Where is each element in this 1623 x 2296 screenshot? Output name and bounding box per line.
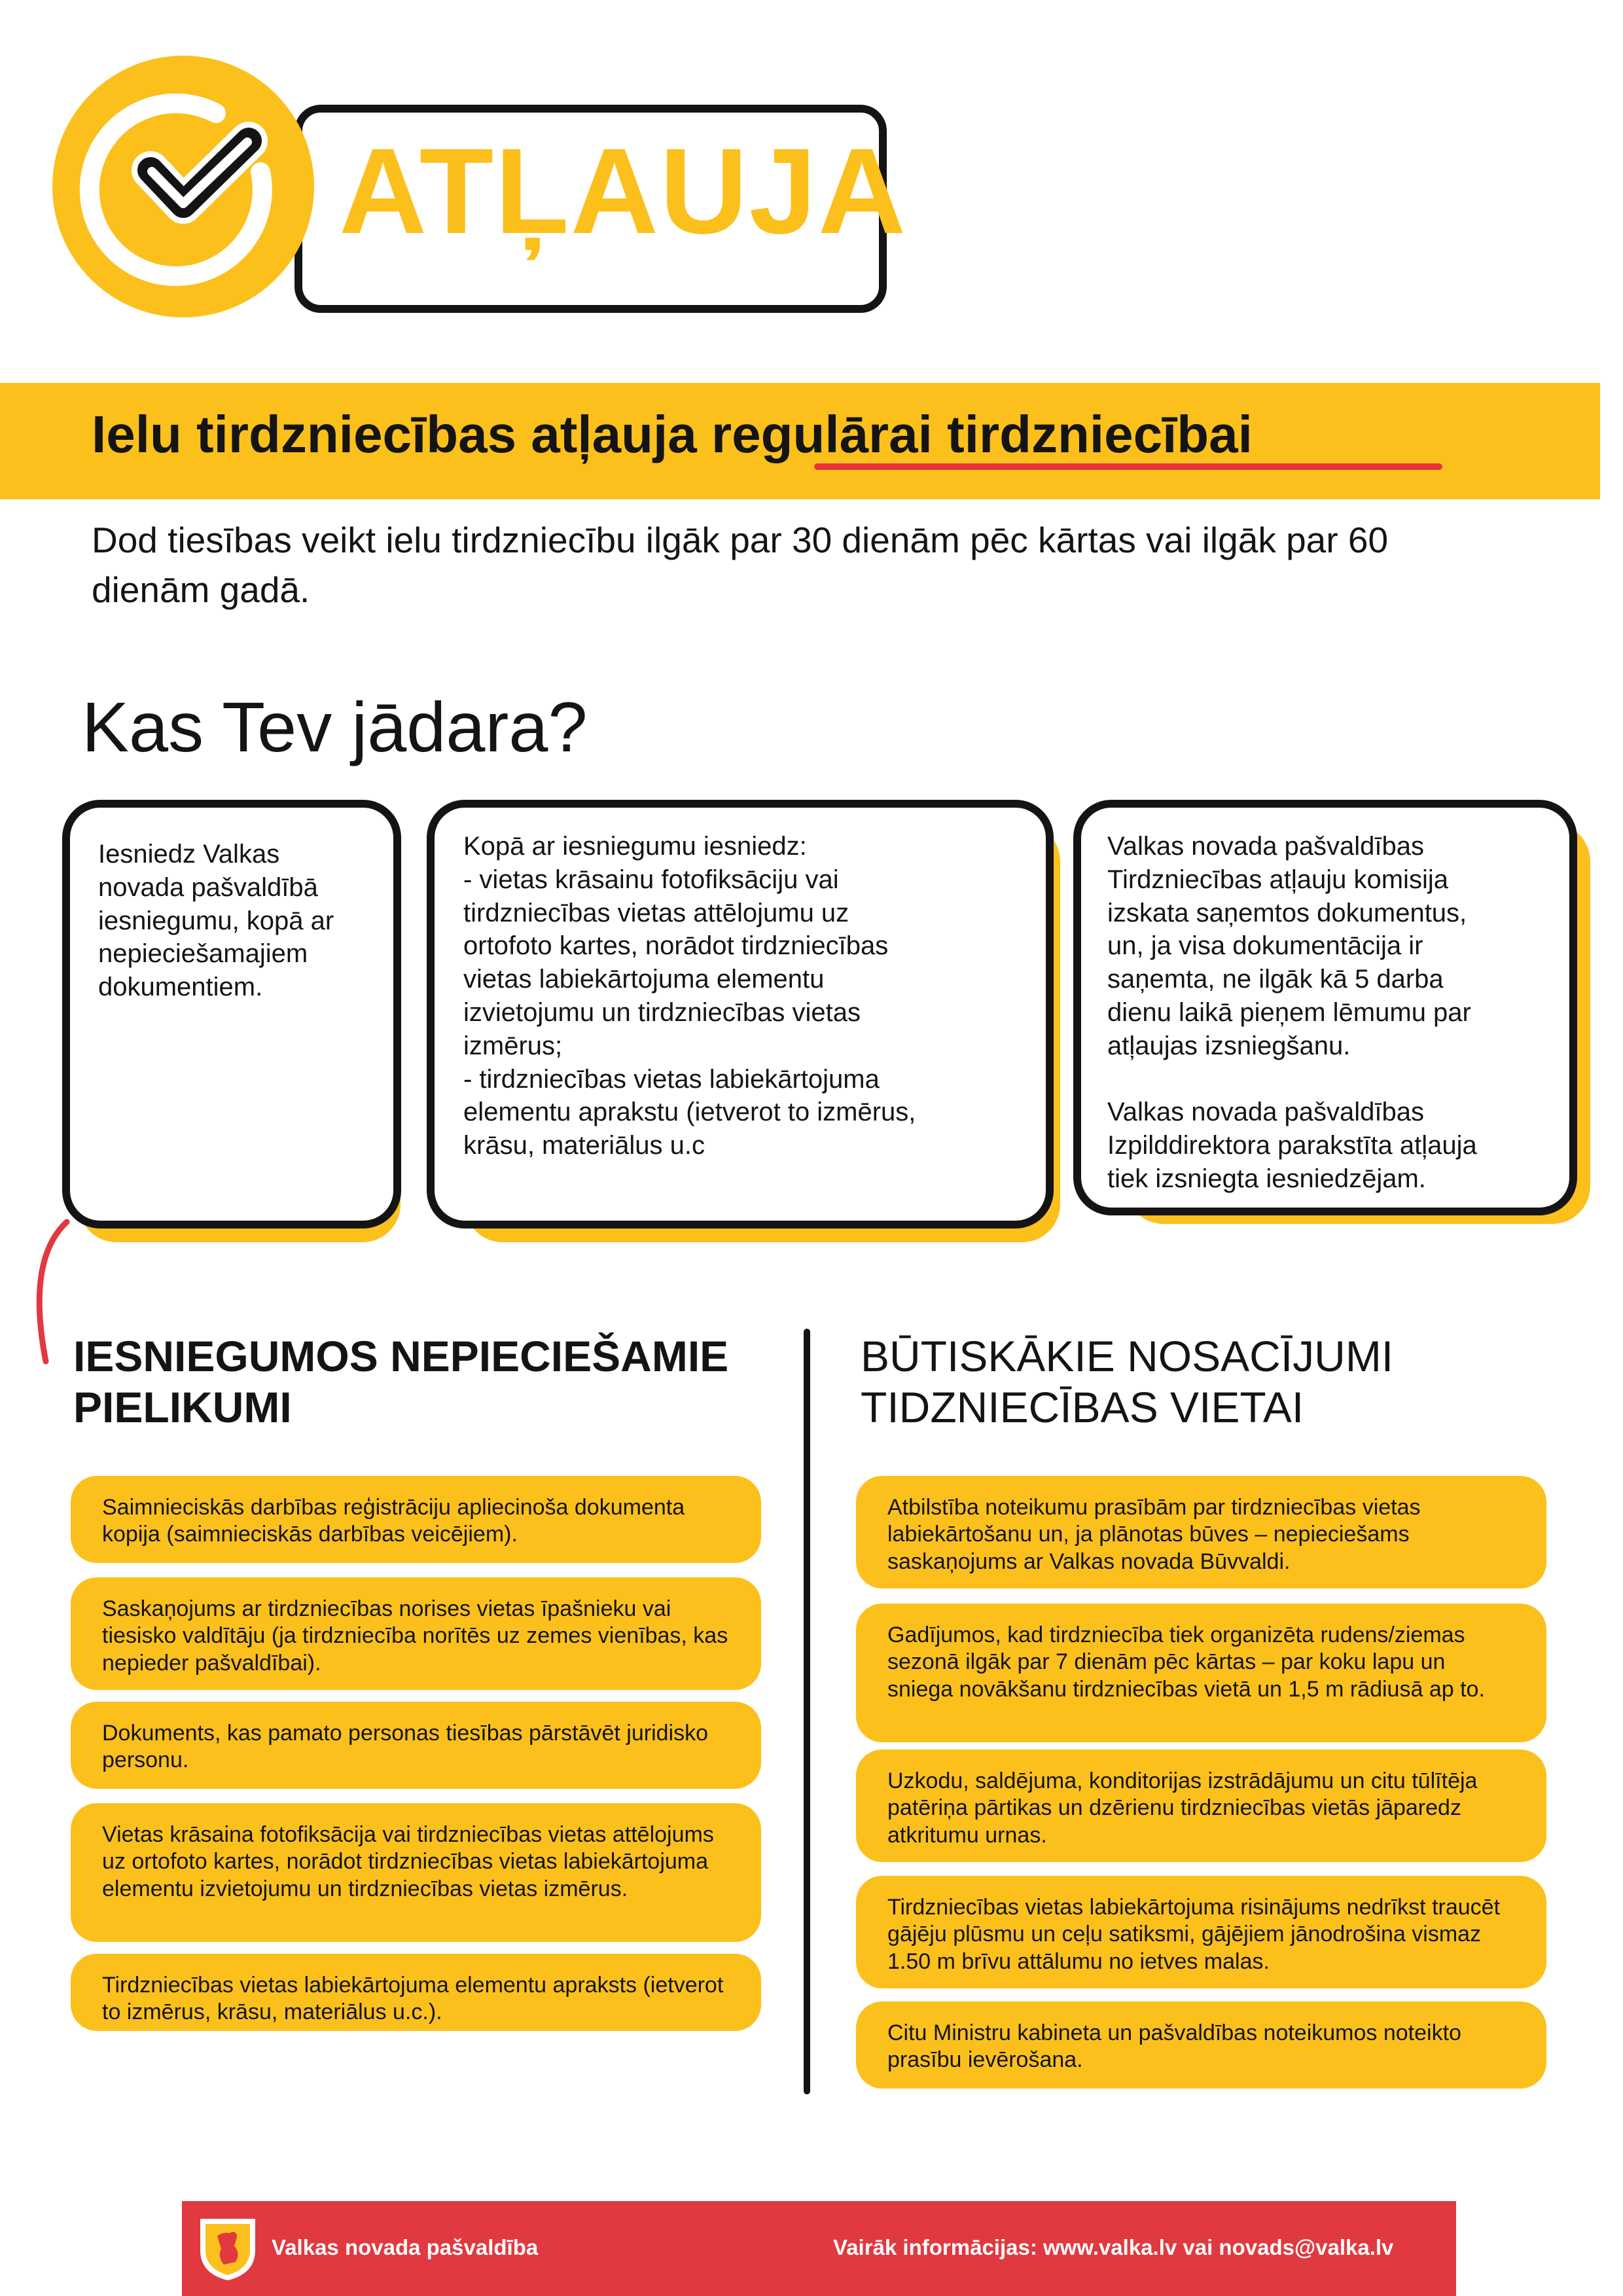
step-card-text: Iesniedz Valkas novada pašvaldībā iesniegumu, kopā ar nepieciešamajiem dokumentiem. (98, 840, 334, 1002)
attachment-item: Vietas krāsaina fotofiksācija vai tirdzniecības vietas attēlojums uz ortofoto kartes, norādot tirdzniecības vietas labiekārtojuma elementu izvietojumu un tirdzniecības vietas izmērus. (71, 1803, 761, 1942)
condition-item: Gadījumos, kad tirdzniecība tiek organizēta rudens/ziemas sezonā ilgāk par 7 dienām pēc kārtas – par koku lapu un sniega novākšanu tirdzniecības vietā un 1,5 m rādiusā ap to. (856, 1604, 1546, 1742)
attachment-item: Saskaņojums ar tirdzniecības norises vietas īpašnieku vai tiesisko valdītāju (ja tirdzniecība norītēs uz zemes vienības, kas nepieder pašvaldībai). (71, 1577, 761, 1690)
intro-text: Dod tiesības veikt ielu tirdzniecību ilgāk par 30 dienām pēc kārtas vai ilgāk par 60 dienām gadā. (92, 520, 1389, 610)
step-card-text: Kopā ar iesniegumu iesniedz: - vietas krāsainu fotofiksāciju vai tirdzniecības vietas attēlojumu uz ortofoto kartes, norādot tirdzniecības vietas labiekārtojuma elementu izvietojumu un tirdzniecības vietas izmērus; - tirdzniecības vietas labiekārtojuma elementu aprakstu (ietverot to izmērus, krāsu, materiālus u.c (463, 832, 916, 1160)
condition-item: Atbilstība noteikumu prasībām par tirdzniecības vietas labiekārtošanu un, ja plānotas būves – nepieciešams saskaņojums ar Valkas novada Būvvaldi. (856, 1476, 1546, 1588)
section-heading: Kas Tev jādara? (82, 687, 588, 766)
condition-item: Uzkodu, saldējuma, konditorijas izstrādājumu un citu tūlītēja patēriņa pārtikas un dzērienu tirdzniecības vietās jāparedz atkritumu urnas. (856, 1749, 1546, 1862)
coat-of-arms-icon (198, 2216, 258, 2282)
footer-contact-info: Vairāk informācijas: www.valka.lv vai novads@valka.lv (833, 2235, 1394, 2259)
attachments-title-line1: IESNIEGUMOS NEPIECIEŠAMIE (73, 1332, 729, 1380)
column-divider (804, 1329, 810, 2094)
banner-title-highlight: regulārai tirdzniecībai (711, 405, 1253, 463)
attachment-item: Saimnieciskās darbības reģistrāciju apliecinoša dokumenta kopija (saimnieciskās darbības veicējiem). (71, 1476, 761, 1563)
highlight-underline (814, 463, 1442, 470)
condition-item: Citu Ministru kabineta un pašvaldības noteikumos noteikto prasību ievērošana. (856, 2001, 1546, 2089)
attachments-title (73, 1331, 728, 1433)
conditions-title-line1: BŪTISKĀKIE NOSACĪJUMI (861, 1332, 1394, 1380)
conditions-title-line2: TIDZNIECĪBAS VIETAI (861, 1382, 1304, 1431)
banner-title-part1: Ielu tirdzniecības atļauja (92, 405, 711, 463)
banner-title (92, 406, 1253, 463)
condition-item: Tirdzniecības vietas labiekārtojuma risinājums nedrīkst traucēt gājēju plūsmu un ceļu satiksmi, gājējiem jānodrošina vismaz 1.50 m brīvu attālumu no ietves malas. (856, 1876, 1546, 1988)
attachment-item: Dokuments, kas pamato personas tiesības pārstāvēt juridisko personu. (71, 1702, 761, 1789)
footer-org-name: Valkas novada pašvaldība (272, 2235, 539, 2259)
conditions-title (861, 1331, 1393, 1433)
checkmark-icon (52, 56, 314, 317)
page-title: ATĻAUJA (339, 124, 908, 259)
attachments-title-line2: PIELIKUMI (73, 1382, 292, 1431)
attachment-item: Tirdzniecības vietas labiekārtojuma elementu apraksts (ietverot to izmērus, krāsu, materiālus u.c.). (71, 1954, 761, 2031)
decorative-arc (20, 1214, 79, 1371)
step-card-text: Valkas novada pašvaldības Tirdzniecības atļauju komisija izskata saņemtos dokumentus, un, ja visa dokumentācija ir saņemta, ne ilgāk kā 5 darba dienu laikā pieņem lēmumu par atļaujas izsniegšanu. Valkas novada pašvaldības Izpilddirektora parakstīta atļauja tiek izsniegta iesniedzējam. (1107, 832, 1477, 1193)
